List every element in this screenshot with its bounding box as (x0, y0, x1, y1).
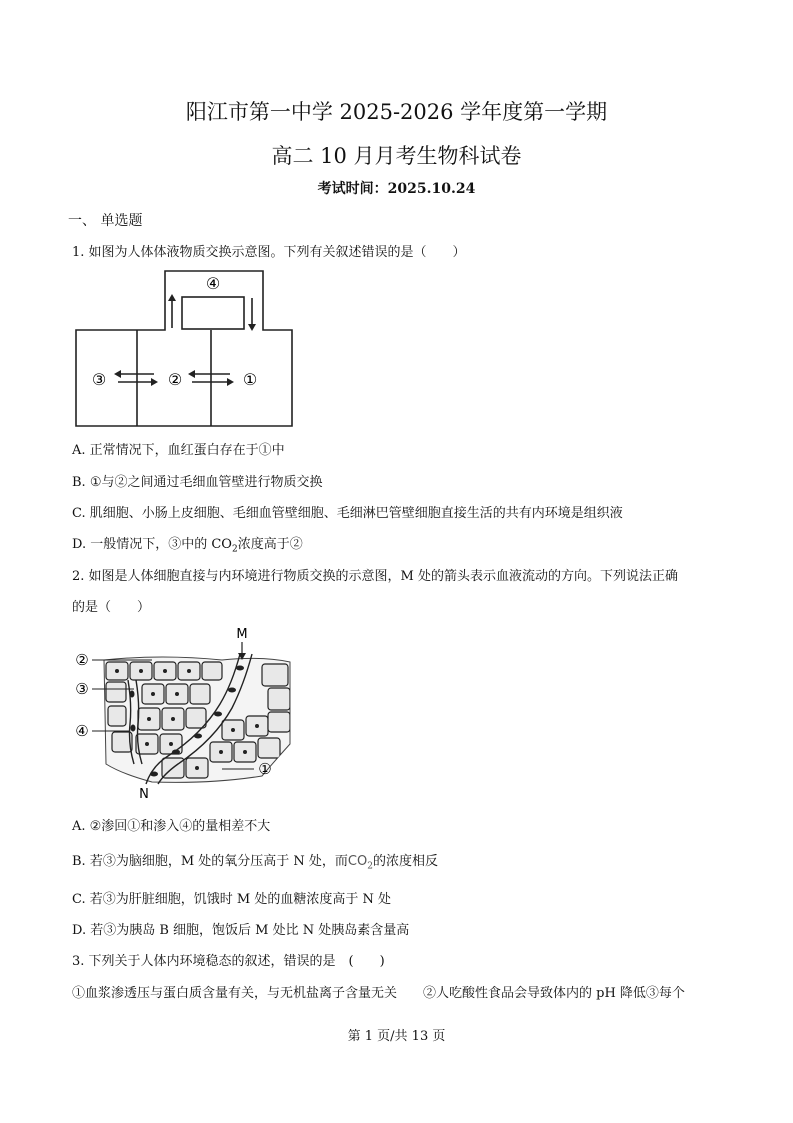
q2-stem-line2: 的是（ ） (72, 600, 151, 615)
q1-fluid-exchange-diagram (74, 268, 298, 430)
q1-label-right: ① (242, 370, 258, 389)
q2-label-2: ② (75, 651, 89, 669)
q1-option-a: A. 正常情况下，血红蛋白存在于①中 (72, 443, 285, 458)
q1-label-top: ④ (205, 274, 221, 293)
q2-stem-line1: 2. 如图是人体细胞直接与内环境进行物质交换的示意图，M 处的箭头表示血液流动的方向。下列说法正确 (72, 569, 678, 584)
exam-title-line2: 高二 10 月月考生物科试卷 (271, 144, 522, 168)
exam-time: 考试时间：2025.10.24 (317, 181, 476, 197)
q1-option-d-pre: D. 一般情况下，③中的 CO (72, 537, 232, 552)
q1-option-d (72, 533, 303, 555)
q2-tissue-diagram (72, 624, 294, 802)
page-footer: 第 1 页/共 13 页 (347, 1029, 446, 1044)
q2-label-1: ① (258, 760, 272, 778)
q1-option-d-post: 浓度高于② (237, 537, 303, 552)
q1-option-b: B. ①与②之间通过毛细血管壁进行物质交换 (72, 475, 323, 490)
q3-stem: 3. 下列关于人体内环境稳态的叙述，错误的是 ( ) (72, 954, 385, 969)
q1-option-c: C. 肌细胞、小肠上皮细胞、毛细血管壁细胞、毛细淋巴管壁细胞直接生活的共有内环境是组织液 (72, 506, 623, 521)
exam-title-line1: 阳江市第一中学 2025-2026 学年度第一学期 (185, 100, 608, 124)
q2-option-c: C. 若③为肝脏细胞，饥饿时 M 处的血糖浓度高于 N 处 (72, 892, 391, 907)
q2-option-a: A. ②渗回①和渗入④的量相差不大 (72, 819, 271, 834)
q2-option-b-pre: B. 若③为脑细胞，M 处的氧分压高于 N 处，而 (72, 854, 348, 869)
q2-label-m: M (236, 627, 248, 642)
q2-label-4: ④ (75, 722, 89, 740)
q2-option-b-post: 的浓度相反 (372, 854, 438, 869)
q1-label-left: ③ (91, 370, 107, 389)
q2-label-n: N (139, 787, 149, 802)
q2-option-b-co: CO (347, 854, 368, 869)
section-heading: 一、 单选题 (68, 213, 143, 229)
q1-label-middle: ② (167, 370, 183, 389)
q3-line2: ①血浆渗透压与蛋白质含量有关，与无机盐离子含量无关 ②人吃酸性食品会导致体内的 pH 降低③每个 (72, 986, 685, 1001)
q2-option-d: D. 若③为胰岛 B 细胞，饱饭后 M 处比 N 处胰岛素含量高 (72, 923, 410, 938)
q2-label-3: ③ (75, 680, 89, 698)
q1-stem: 1. 如图为人体体液物质交换示意图。下列有关叙述错误的是（ ） (72, 245, 466, 260)
q2-option-b (72, 850, 438, 872)
q2-option-b-sub: 2 (367, 861, 373, 872)
q1-option-d-sub: 2 (231, 544, 238, 555)
